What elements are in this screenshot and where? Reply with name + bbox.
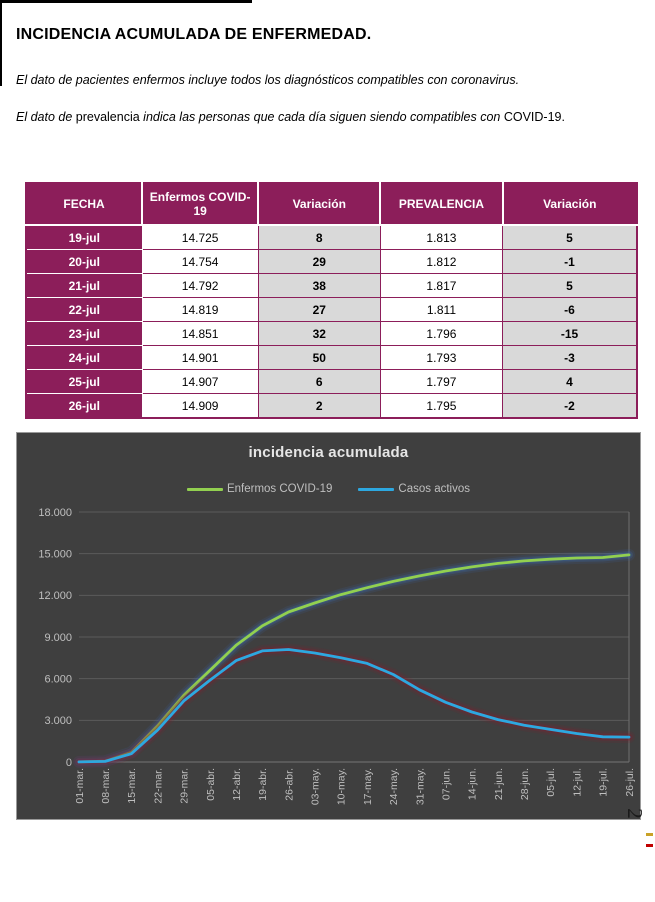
column-header: Variación (503, 183, 637, 225)
x-axis-tick-label: 12-abr. (230, 768, 243, 801)
y-axis-tick-label: 6.000 (44, 673, 72, 686)
date-cell: 23-jul (26, 322, 142, 346)
x-axis-tick-label: 29-mar. (178, 768, 191, 804)
x-axis-tick-label: 28-jun. (519, 768, 532, 801)
value-cell: 2 (258, 394, 380, 419)
clipped-edge-artifact: 2 (622, 808, 647, 819)
date-cell: 24-jul (26, 346, 142, 370)
clipped-edge-artifact (646, 833, 653, 836)
page-edge-line-left (0, 0, 2, 86)
value-cell: 29 (258, 250, 380, 274)
y-axis-tick-label: 0 (65, 756, 72, 769)
y-axis-tick-label: 12.000 (38, 590, 72, 603)
date-cell: 22-jul (26, 298, 142, 322)
x-axis-tick-label: 22-mar. (152, 768, 165, 804)
clipped-edge-artifact (646, 844, 653, 847)
table-row (26, 346, 637, 370)
value-cell: -2 (503, 394, 637, 419)
covid-data-table (25, 182, 638, 419)
legend-line-swatch (358, 488, 394, 491)
value-cell: 4 (503, 370, 637, 394)
x-axis-tick-label: 17-may. (361, 768, 374, 806)
x-axis-tick-label: 15-mar. (126, 768, 139, 804)
x-axis-tick-label: 07-jun. (440, 768, 453, 801)
table-row (26, 370, 637, 394)
x-axis-tick-label: 12-jul. (571, 768, 584, 797)
x-axis-tick-label: 19-jul. (597, 768, 610, 797)
column-header: FECHA (26, 183, 142, 225)
value-cell: 1.812 (380, 250, 502, 274)
x-axis-tick-label: 26-jul. (623, 768, 636, 797)
incidence-chart (16, 432, 641, 820)
date-cell: 21-jul (26, 274, 142, 298)
chart-plot-area (17, 501, 640, 819)
value-cell: 14.792 (142, 274, 258, 298)
column-header: Enfermos COVID-19 (142, 183, 258, 225)
y-axis-tick-label: 18.000 (38, 506, 72, 519)
x-axis-tick-label: 24-may. (388, 768, 401, 806)
legend-label: Casos activos (398, 483, 471, 495)
page-title: INCIDENCIA ACUMULADA DE ENFERMEDAD. (16, 26, 372, 43)
value-cell: 6 (258, 370, 380, 394)
intro-paragraph: El dato de pacientes enfermos incluye todos los diagnósticos compatibles con coronavirus. (16, 73, 520, 87)
x-axis-tick-label: 21-jun. (492, 768, 505, 801)
table-row (26, 298, 637, 322)
value-cell: 14.909 (142, 394, 258, 419)
prevalence-text-part: indica las personas que cada día siguen siendo compatibles con (139, 110, 504, 124)
value-cell: 38 (258, 274, 380, 298)
date-cell: 26-jul (26, 394, 142, 419)
table-row (26, 274, 637, 298)
value-cell: -3 (503, 346, 637, 370)
x-axis-tick-label: 01-mar. (73, 768, 86, 804)
value-cell: 1.811 (380, 298, 502, 322)
table-row (26, 250, 637, 274)
value-cell: 14.725 (142, 225, 258, 250)
prevalence-text-part: El dato de (16, 110, 76, 124)
table-row (26, 322, 637, 346)
value-cell: 14.851 (142, 322, 258, 346)
value-cell: 14.907 (142, 370, 258, 394)
y-axis-tick-label: 15.000 (38, 548, 72, 561)
value-cell: 1.797 (380, 370, 502, 394)
value-cell: 14.754 (142, 250, 258, 274)
prevalence-keyword: prevalencia (75, 110, 140, 124)
chart-legend (17, 483, 640, 495)
x-axis-tick-label: 05-jul. (545, 768, 558, 797)
y-axis-tick-label: 3.000 (44, 715, 72, 728)
value-cell: -15 (503, 322, 637, 346)
table-row (26, 225, 637, 250)
y-axis-tick-label: 9.000 (44, 631, 72, 644)
x-axis-tick-label: 03-may. (309, 768, 322, 806)
series-glow (79, 650, 629, 762)
column-header: Variación (258, 183, 380, 225)
table-row (26, 394, 637, 419)
x-axis-tick-label: 08-mar. (99, 768, 112, 804)
column-header: PREVALENCIA (380, 183, 502, 225)
prevalence-paragraph (16, 104, 634, 130)
x-axis-tick-label: 19-abr. (257, 768, 270, 801)
legend-label: Enfermos COVID-19 (226, 483, 333, 495)
x-axis-tick-label: 31-may. (414, 768, 427, 806)
value-cell: 27 (258, 298, 380, 322)
covid-keyword: COVID-19. (503, 110, 565, 124)
chart-title: incidencia acumulada (248, 444, 409, 461)
value-cell: 14.819 (142, 298, 258, 322)
value-cell: -1 (503, 250, 637, 274)
date-cell: 20-jul (26, 250, 142, 274)
value-cell: 14.901 (142, 346, 258, 370)
value-cell: 8 (258, 225, 380, 250)
x-axis-tick-label: 10-may. (335, 768, 348, 806)
page-edge-line-top (0, 0, 252, 3)
value-cell: 1.793 (380, 346, 502, 370)
value-cell: 50 (258, 346, 380, 370)
table-header-row (26, 183, 637, 225)
x-axis-tick-label: 26-abr. (283, 768, 296, 801)
date-cell: 25-jul (26, 370, 142, 394)
value-cell: 32 (258, 322, 380, 346)
date-cell: 19-jul (26, 225, 142, 250)
value-cell: 5 (503, 225, 637, 250)
legend-item (187, 483, 332, 495)
x-axis-tick-label: 05-abr. (204, 768, 217, 801)
value-cell: 1.796 (380, 322, 502, 346)
value-cell: 1.795 (380, 394, 502, 419)
x-axis-tick-label: 14-jun. (466, 768, 479, 801)
value-cell: 1.817 (380, 274, 502, 298)
value-cell: 1.813 (380, 225, 502, 250)
value-cell: 5 (503, 274, 637, 298)
legend-line-swatch (187, 488, 223, 491)
value-cell: -6 (503, 298, 637, 322)
legend-item (358, 483, 470, 495)
